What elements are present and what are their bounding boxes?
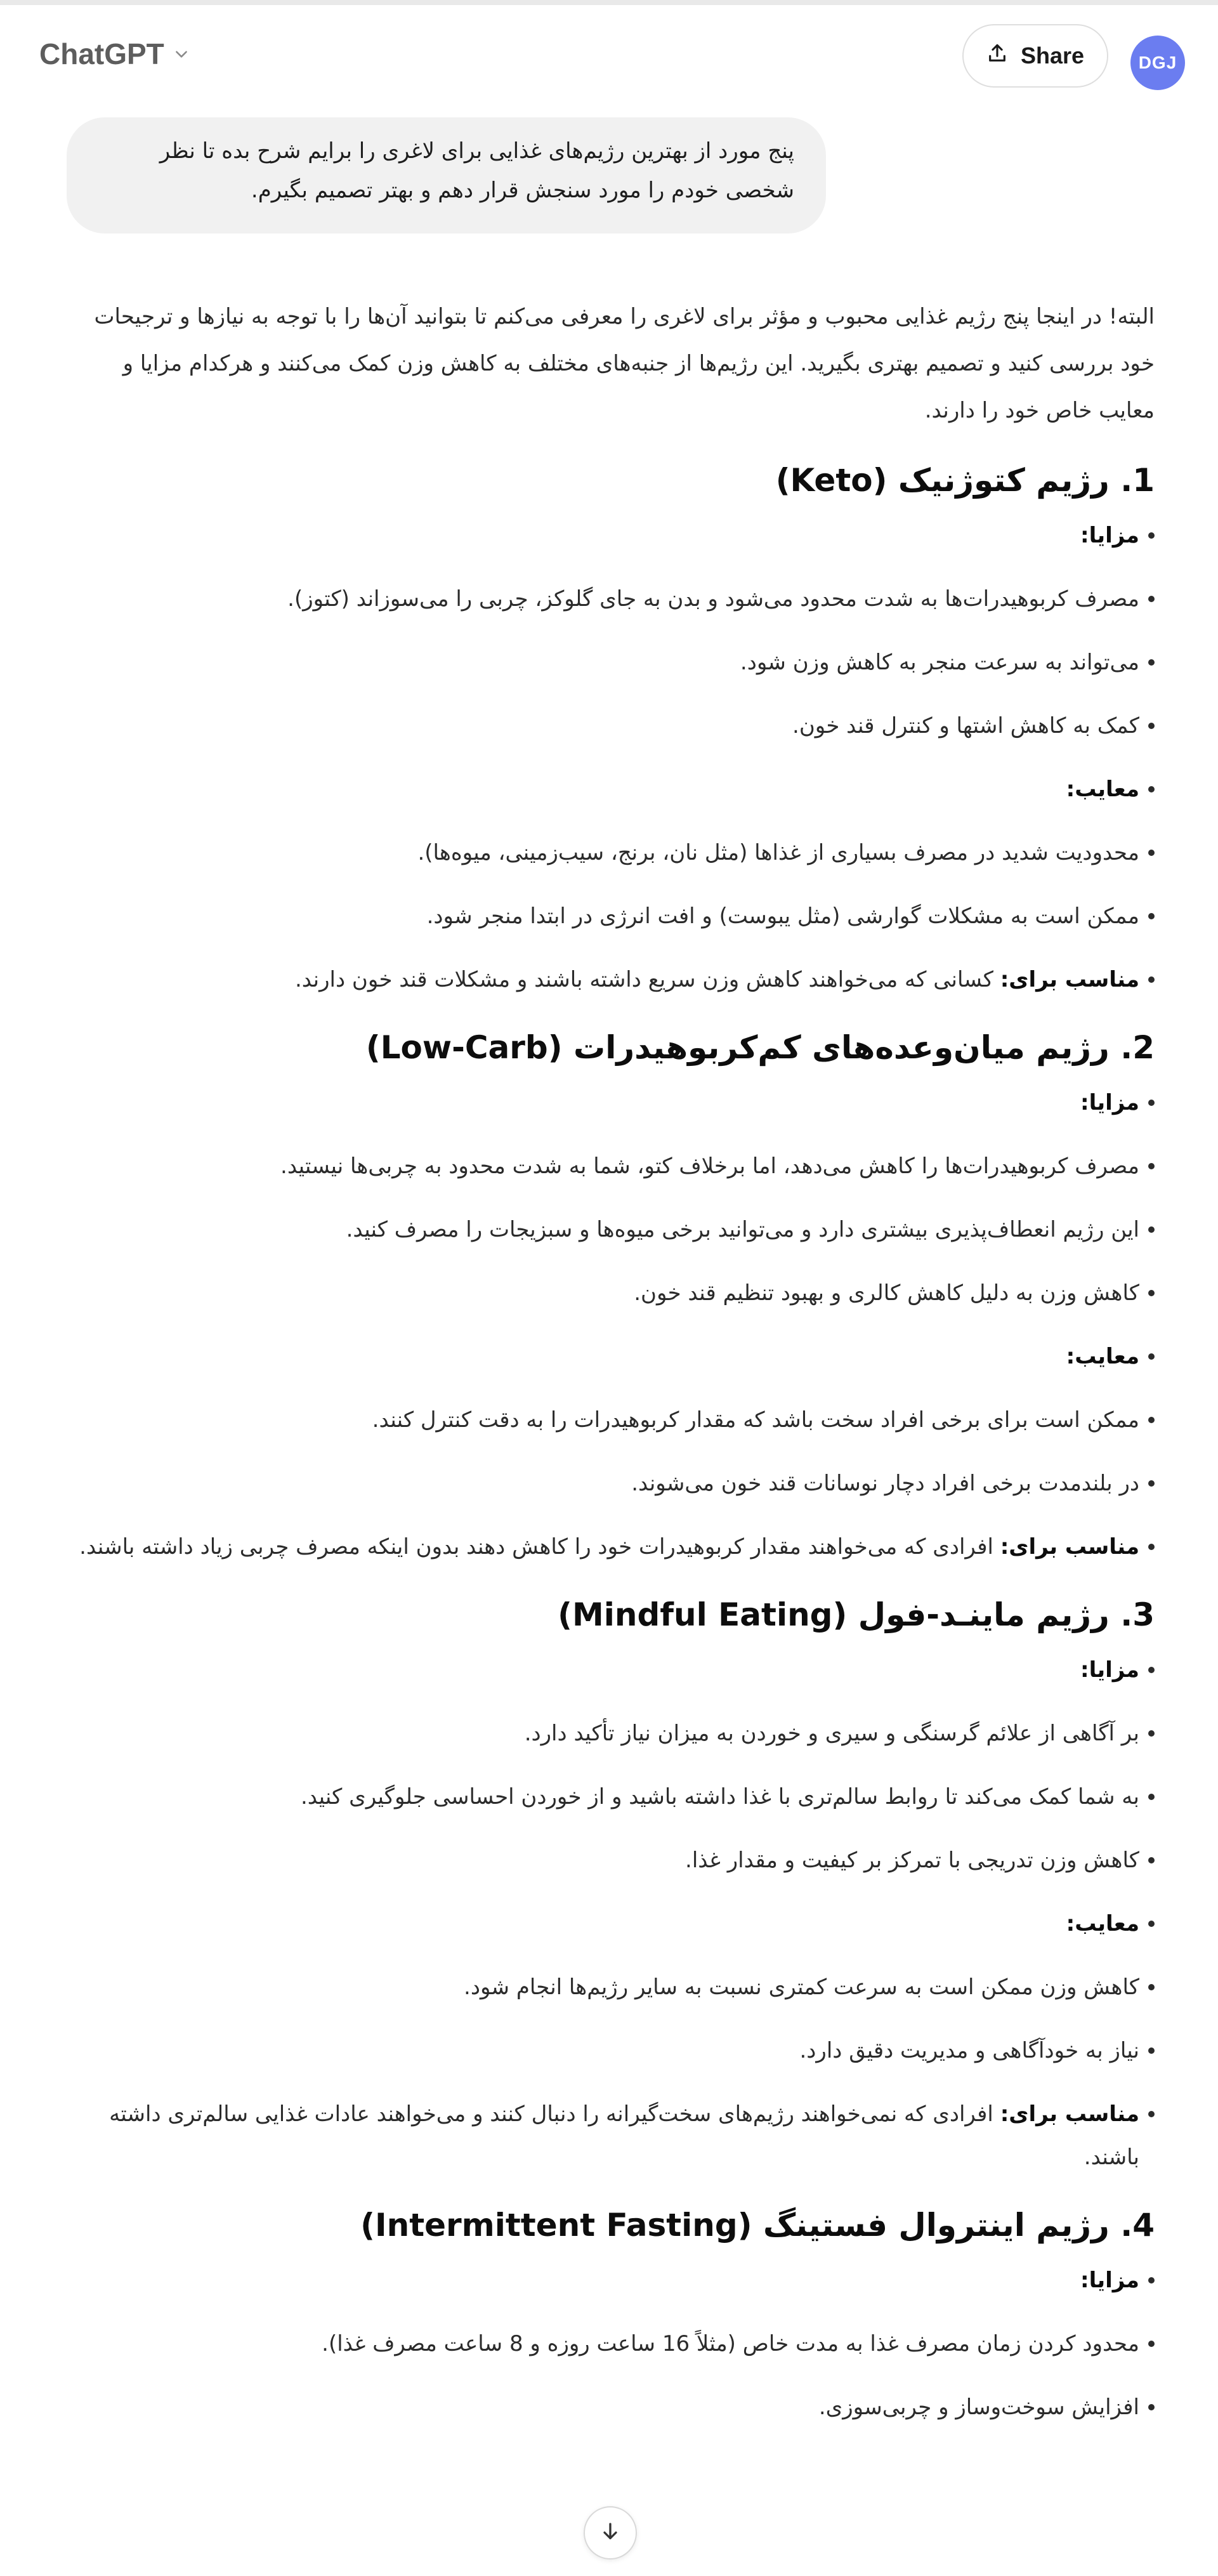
list-item: کاهش وزن به دلیل کاهش کالری و بهبود تنظیم قند خون. (76, 1272, 1155, 1315)
section-title: 3. رژیم ماینـد-فول (Mindful Eating) (558, 1596, 1155, 1633)
list-item: در بلندمدت برخی افراد دچار نوسانات قند خون می‌شوند. (76, 1462, 1155, 1505)
pros-label: مزایا: (76, 2259, 1155, 2302)
suitable-item (76, 2093, 1155, 2179)
suitable-item (76, 958, 1155, 1001)
scroll-to-bottom-button[interactable] (584, 2506, 637, 2560)
list-item: ممکن است برای برخی افراد سخت باشد که مقدار کربوهیدرات را به دقت کنترل کنند. (76, 1398, 1155, 1442)
avatar[interactable]: DGJ (1130, 36, 1185, 90)
list-item: می‌تواند به سرعت منجر به کاهش وزن شود. (76, 641, 1155, 684)
suitable-label: مناسب برای: (1000, 967, 1139, 992)
list-item: کاهش وزن ممکن است به سرعت کمتری نسبت به سایر رژیم‌ها انجام شود. (76, 1966, 1155, 2009)
top-divider (0, 0, 1218, 5)
suitable-label: مناسب برای: (1000, 2101, 1139, 2127)
list-item: کاهش وزن تدریجی با تمرکز بر کیفیت و مقدار غذا. (76, 1839, 1155, 1882)
pros-label: مزایا: (76, 514, 1155, 557)
suitable-label: مناسب برای: (1000, 1534, 1139, 1560)
section-list (76, 1648, 1155, 2179)
pros-label: مزایا: (76, 1648, 1155, 1692)
list-item: محدودیت شدید در مصرف بسیاری از غذاها (مثل نان، برنج، سیب‌زمینی، میوه‌ها). (76, 831, 1155, 874)
list-item: محدود کردن زمان مصرف غذا به مدت خاص (مثلاً 16 ساعت روزه و 8 ساعت مصرف غذا). (76, 2322, 1155, 2365)
response-intro: البته! در اینجا پنج رژیم غذایی محبوب و مؤثر برای لاغری را معرفی می‌کنم تا بتوانید آن‌ها را با توجه به نیازها و ترجیحات خود بررسی کنید و تصمیم بهتری بگیرید. این رژیم‌ها از جنبه‌های مختلف به کاهش وزن کمک می‌کنند و هرکدام مزایا و معایب خاص خود را دارند. (94, 304, 1155, 423)
assistant-response (76, 293, 1155, 2449)
section-list (76, 514, 1155, 1001)
cons-label: معایب: (76, 768, 1155, 811)
upload-icon (986, 43, 1008, 70)
suitable-text: کسانی که می‌خواهند کاهش وزن سریع داشته باشند و مشکلات قند خون دارند. (295, 967, 993, 992)
section-list (76, 1081, 1155, 1568)
arrow-down-icon (599, 2520, 622, 2546)
model-selector[interactable] (39, 37, 190, 71)
section-title: 1. رژیم کتوژنیک (Keto) (775, 462, 1155, 499)
suitable-text: افرادی که می‌خواهند مقدار کربوهیدرات خود را کاهش دهند بدون اینکه مصرف چربی زیاد داشته باشند. (79, 1534, 993, 1560)
list-item: نیاز به خودآگاهی و مدیریت دقیق دارد. (76, 2029, 1155, 2072)
list-item: به شما کمک می‌کند تا روابط سالم‌تری با غذا داشته باشید و از خوردن احساسی جلوگیری کنید. (76, 1775, 1155, 1818)
suitable-text: افرادی که نمی‌خواهند رژیم‌های سخت‌گیرانه را دنبال کنند و می‌خواهند عادات غذایی سالم‌تری داشته باشند. (109, 2101, 1139, 2170)
list-item: مصرف کربوهیدرات‌ها به شدت محدود می‌شود و بدن به جای گلوکز، چربی را می‌سوزاند (کتوز). (76, 577, 1155, 621)
cons-label: معایب: (76, 1335, 1155, 1378)
section-list (76, 2259, 1155, 2429)
list-item: کمک به کاهش اشتها و کنترل قند خون. (76, 704, 1155, 747)
suitable-item (76, 1525, 1155, 1568)
pros-label: مزایا: (76, 1081, 1155, 1124)
chat-header (0, 5, 1218, 107)
share-label: Share (1020, 43, 1085, 69)
list-item: ممکن است به مشکلات گوارشی (مثل یبوست) و افت انرژی در ابتدا منجر شود. (76, 895, 1155, 938)
list-item: افزایش سوخت‌وساز و چربی‌سوزی. (76, 2386, 1155, 2429)
section-title: 4. رژیم اینتروال فستینگ (Intermittent Fasting) (360, 2207, 1155, 2244)
share-button[interactable] (962, 24, 1108, 88)
list-item: بر آگاهی از علائم گرسنگی و سیری و خوردن به میزان نیاز تأکید دارد. (76, 1712, 1155, 1755)
chevron-down-icon (173, 46, 190, 62)
cons-label: معایب: (76, 1902, 1155, 1945)
model-selector-label: ChatGPT (39, 37, 164, 70)
section-title: 2. رژیم میان‌وعده‌های کم‌کربوهیدرات (Low-Carb) (365, 1029, 1155, 1066)
list-item: مصرف کربوهیدرات‌ها را کاهش می‌دهد، اما برخلاف کتو، شما به شدت محدود به چربی‌ها نیستید. (76, 1145, 1155, 1188)
user-message-bubble: پنج مورد از بهترین رژیم‌های غذایی برای لاغری را برایم شرح بده تا نظر شخصی خودم را مورد سنجش قرار دهم و بهتر تصمیم بگیرم. (67, 117, 826, 233)
list-item: این رژیم انعطاف‌پذیری بیشتری دارد و می‌توانید برخی میوه‌ها و سبزیجات را مصرف کنید. (76, 1208, 1155, 1251)
